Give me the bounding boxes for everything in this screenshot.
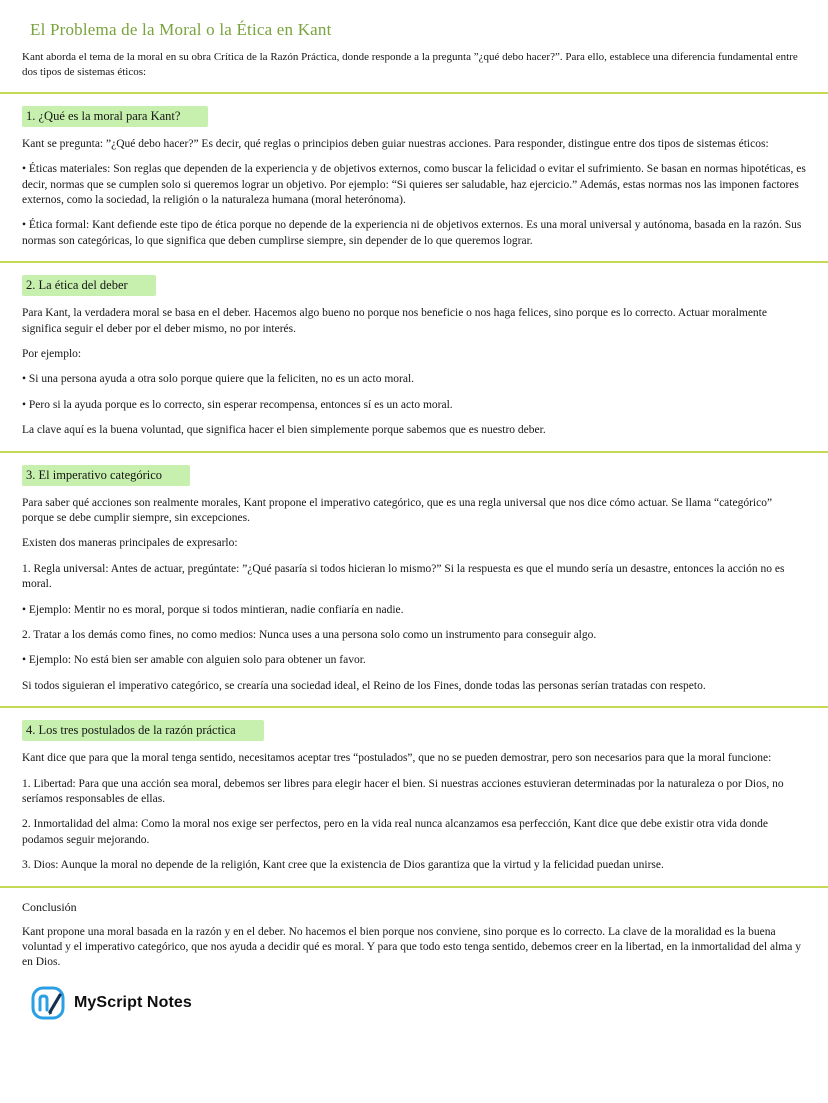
section-divider [0,706,828,708]
section-3-heading [22,465,806,486]
paragraph: Si todos siguieran el imperativo categórico, se crearía una sociedad ideal, el Reino de los Fines, donde todas las personas serían tratadas con respeto. [22,679,706,692]
numbered-paragraph: 1. Libertad: Para que una acción sea moral, debemos ser libres para elegir hacer el bien. Si nuestras acciones estuvieran determinadas por la naturaleza o por Dios, no seríamos responsables de ellas. [22,777,784,806]
bullet-paragraph: • Pero si la ayuda porque es lo correcto, sin esperar recompensa, entonces sí es un acto moral. [22,398,453,411]
paragraph: Existen dos maneras principales de expresarlo: [22,537,238,550]
paragraph: Para saber qué acciones son realmente morales, Kant propone el imperativo categórico, que es una regla universal que nos dice cómo actuar. Se llama “categórico” porque se debe cumplir siempre, sin excepciones. [22,496,773,524]
myscript-n-pen-icon [30,985,66,1021]
section-heading-highlight: 3. El imperativo categórico [22,465,190,486]
paragraph: Para Kant, la verdadera moral se basa en el deber. Hacemos algo bueno no porque nos beneficie o nos haga felices, sino porque es lo correcto. Actuar moralmente significa seguir el deber por el deber mismo, no por interés. [22,307,767,335]
section-1 [22,106,806,249]
section-divider [0,451,828,453]
numbered-paragraph: 3. Dios: Aunque la moral no depende de la religión, Kant cree que la existencia de Dios garantiza que la virtud y la felicidad puedan unirse. [22,859,664,872]
numbered-paragraph: 2. Inmortalidad del alma: Como la moral nos exige ser perfectos, pero en la vida real nunca alcanzamos esa perfección, Kant dice que debe existir otra vida donde podamos seguir mejorando. [22,818,768,846]
bullet-paragraph: • Ejemplo: Mentir no es moral, porque si todos mintieran, nadie confiaría en nadie. [22,603,404,616]
brand-name: MyScript Notes [74,993,192,1011]
footer-brand [30,985,806,1021]
section-4 [22,720,806,873]
conclusion-heading: Conclusión [22,899,77,914]
conclusion-paragraph: Kant propone una moral basada en la razón y en el deber. No hacemos el bien porque nos conviene, sino porque es lo correcto. La clave de la moralidad es la buena voluntad y el imperativo categórico, que nos ayuda a decidir qué es moral. Y para que todo esto tenga sentido, debemos creer en la libertad, en la inmortalidad del alma y en Dios. [22,925,801,969]
section-heading-highlight: 1. ¿Qué es la moral para Kant? [22,106,208,127]
numbered-paragraph: 2. Tratar a los demás como fines, no como medios: Nunca uses a una persona solo como un instrumento para conseguir algo. [22,629,597,641]
section-2 [22,275,806,438]
bullet-paragraph: • Ejemplo: No está bien ser amable con alguien solo para obtener un favor. [22,654,366,667]
paragraph: Kant se pregunta: ”¿Qué debo hacer?” Es decir, qué reglas o principios deben guiar nuestras acciones. Para responder, distingue entre dos tipos de sistemas éticos: [22,137,769,150]
conclusion-section [22,900,806,971]
section-heading-highlight: 4. Los tres postulados de la razón práctica [22,720,264,741]
section-divider [0,92,828,94]
paragraph: Kant dice que para que la moral tenga sentido, necesitamos aceptar tres “postulados”, que no se pueden demostrar, pero son necesarios para que la moral funcione: [22,752,772,765]
numbered-paragraph: 1. Regla universal: Antes de actuar, pregúntate: ”¿Qué pasaría si todos hicieran lo mismo?” Si la respuesta es que el mundo sería un desastre, entonces la acción no es moral. [22,562,785,591]
bullet-paragraph: • Si una persona ayuda a otra solo porque quiere que la feliciten, no es un acto moral. [22,373,415,386]
bullet-paragraph: • Ética formal: Kant defiende este tipo de ética porque no depende de la experiencia ni de objetivos externos. Es una moral universal y autónoma, basada en la razón. Sus normas son categóricas, lo que significa que deben cumplirse siempre, sin depender de lo que queremos lograr. [22,219,802,247]
section-heading-highlight: 2. La ética del deber [22,275,156,296]
paragraph: La clave aquí es la buena voluntad, que significa hacer el bien simplemente porque sabemos que es nuestro deber. [22,424,546,437]
intro-paragraph: Kant aborda el tema de la moral en su obra Crítica de la Razón Práctica, donde responde a la pregunta ”¿qué debo hacer?”. Para ello, establece una diferencia fundamental entre dos tipos de sistemas éticos: [22,51,798,78]
section-3 [22,465,806,695]
section-divider [0,261,828,263]
section-divider [0,886,828,888]
bullet-paragraph: • Éticas materiales: Son reglas que dependen de la experiencia y de objetivos externos, como buscar la felicidad o evitar el sufrimiento. Se basan en normas hipotéticas, es decir, normas que se cumplen solo si queremos lograr un objetivo. Por ejemplo: “Si quieres ser saludable, haz ejercicio.” Además, estas normas nos las imponen factores externos, como la sociedad, la religión o la naturaleza humana (moral heterónoma). [22,163,806,206]
page-title: El Problema de la Moral o la Ética en Kant [30,20,332,39]
paragraph: Por ejemplo: [22,347,82,360]
section-2-heading [22,275,806,296]
section-4-heading [22,720,806,741]
section-1-heading [22,106,806,127]
